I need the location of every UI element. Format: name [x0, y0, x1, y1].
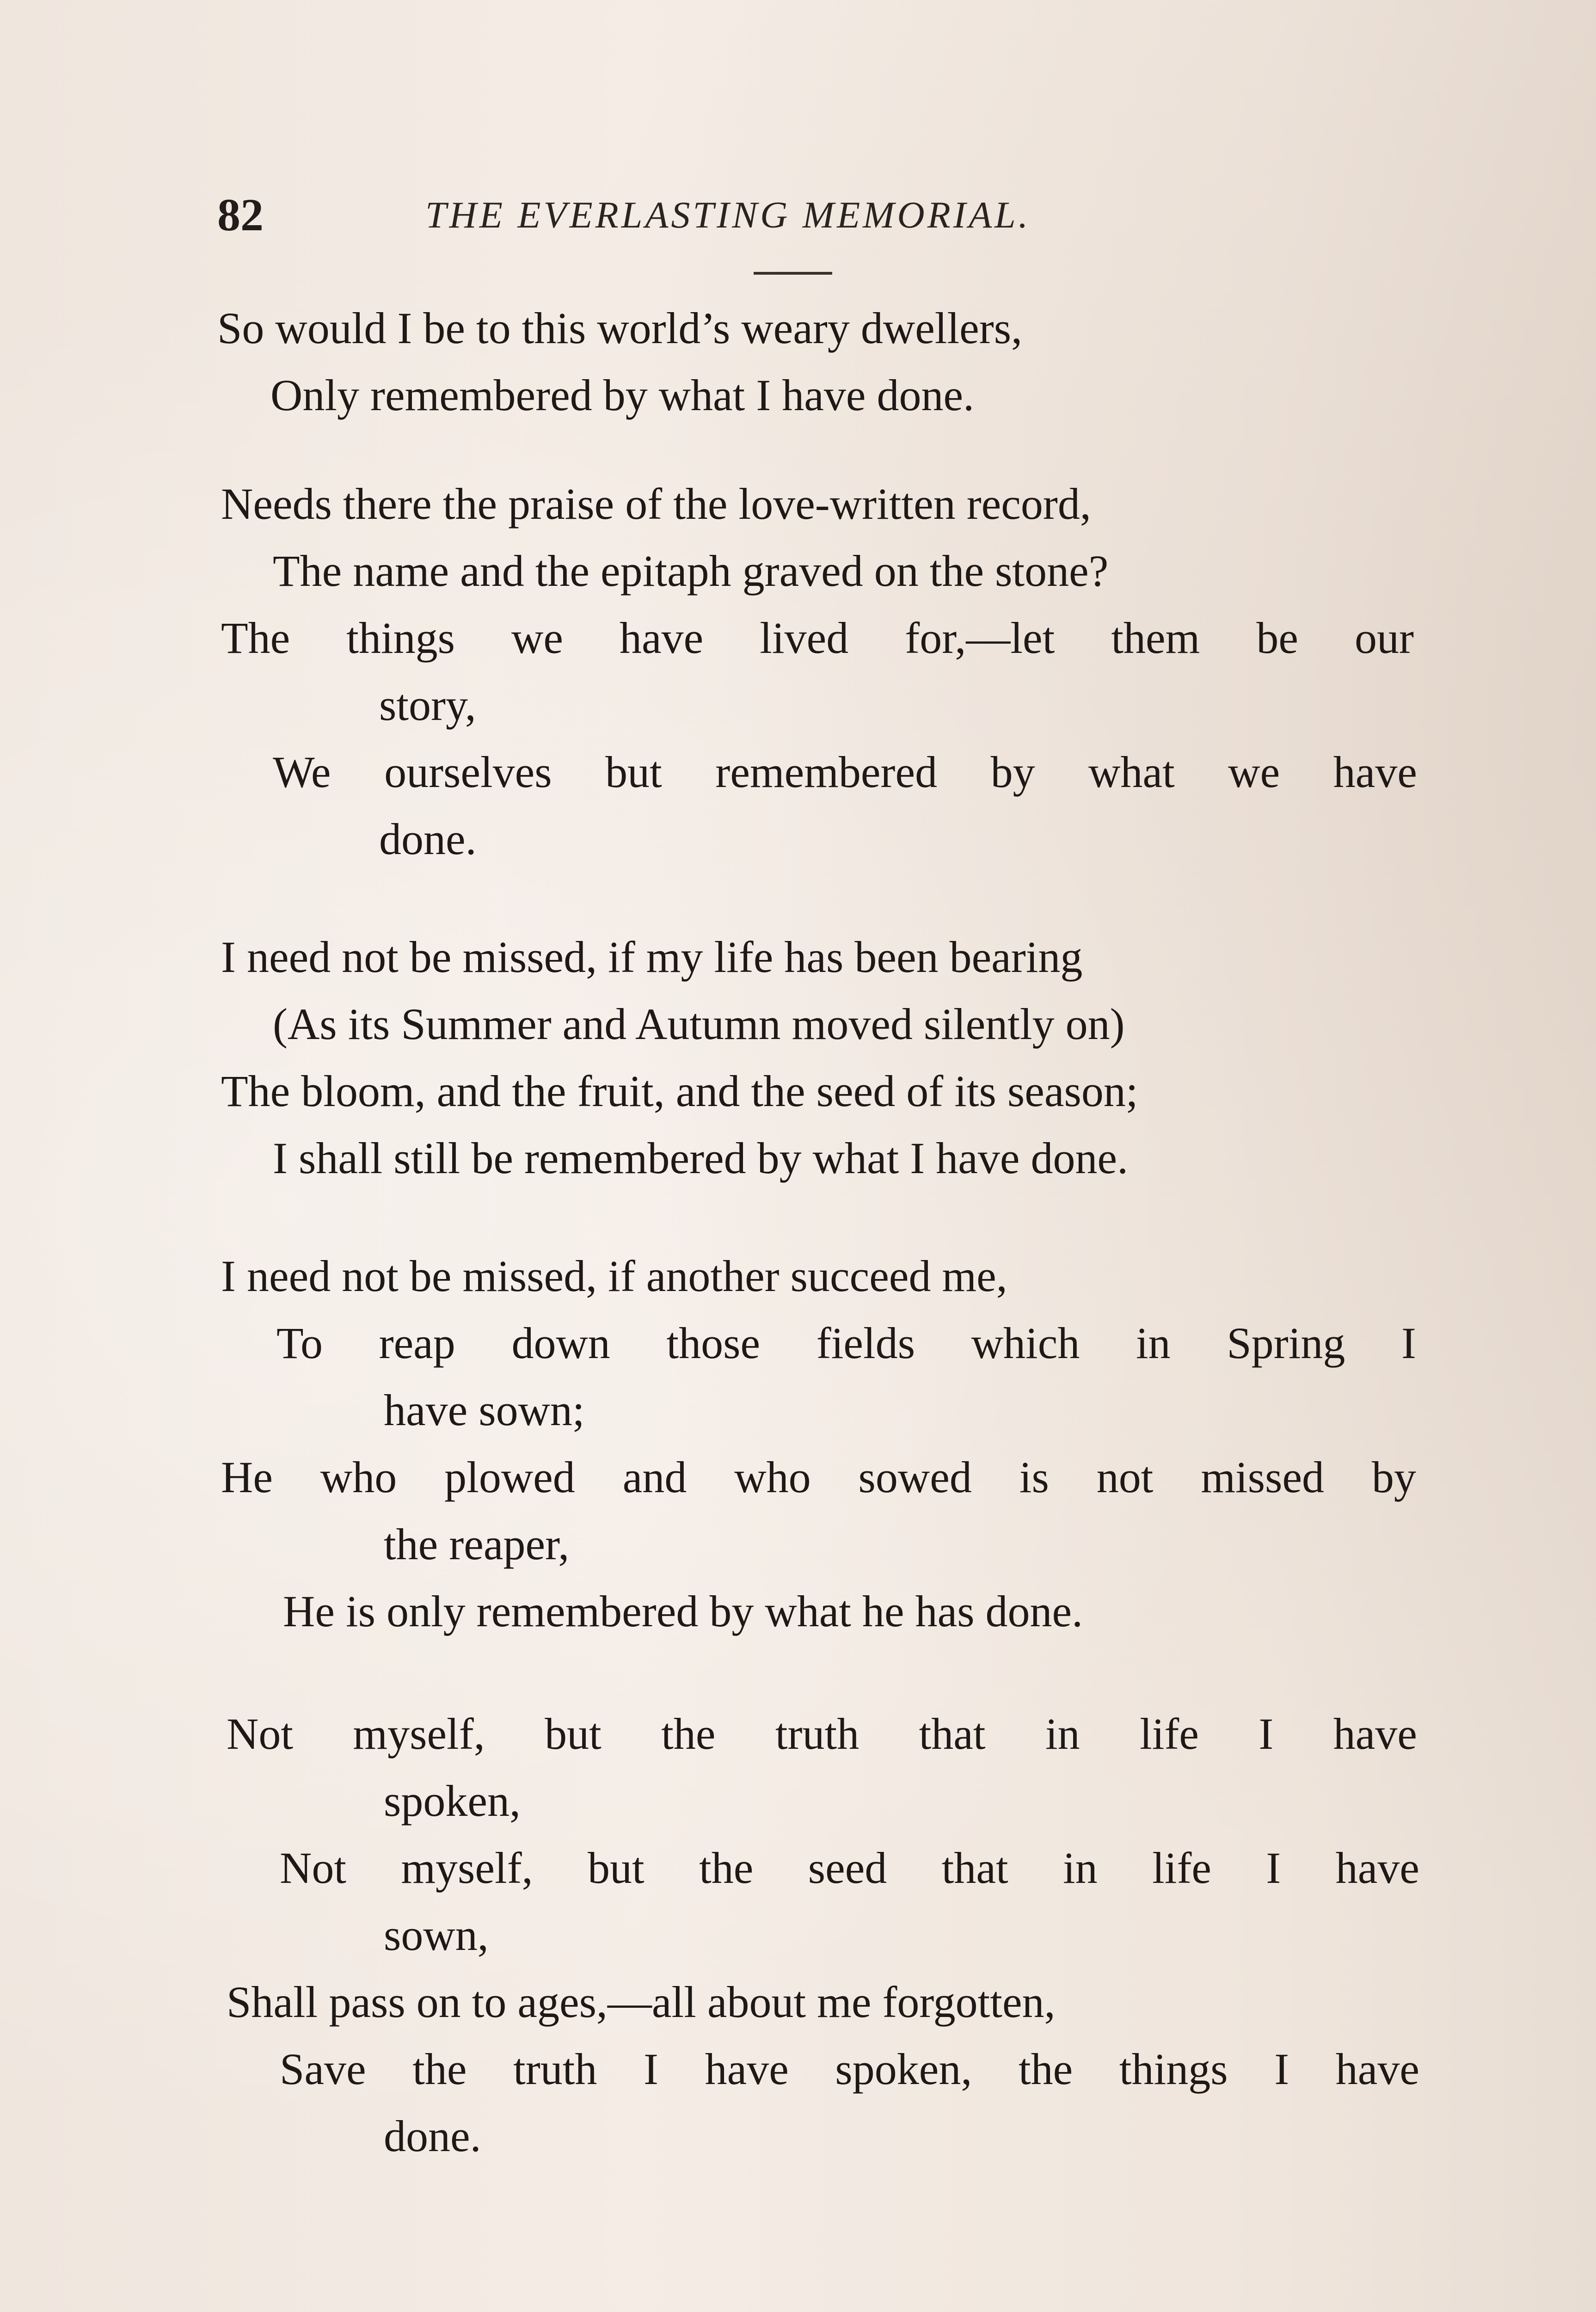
poem-line: To reap down those fields which in Spring I	[276, 1318, 1416, 1368]
poem-line: He is only remembered by what he has done.	[283, 1586, 1083, 1636]
poem-line: Shall pass on to ages,—all about me forgotten,	[227, 1977, 1056, 2027]
poem-line: (As its Summer and Autumn moved silently on)	[273, 999, 1125, 1049]
poem-line: done.	[379, 814, 477, 864]
poem-line: Only remembered by what I have done.	[270, 370, 975, 420]
poem-line: Save the truth I have spoken, the things I have	[280, 2044, 1419, 2094]
poem-line: The name and the epitaph graved on the stone?	[273, 546, 1109, 596]
poem-line: spoken,	[384, 1776, 521, 1826]
poem-line: sown,	[384, 1910, 489, 1960]
poem-line: The things we have lived for,—let them be our	[221, 613, 1414, 663]
poem-line: have sown;	[384, 1385, 585, 1435]
poem-line: Not myself, but the seed that in life I have	[280, 1843, 1419, 1893]
poem-line: The bloom, and the fruit, and the seed of its season;	[221, 1066, 1138, 1116]
poem-line: I shall still be remembered by what I have done.	[273, 1133, 1129, 1183]
page-number: 82	[217, 189, 264, 240]
running-title: THE EVERLASTING MEMORIAL.	[425, 194, 1031, 236]
poem-line: the reaper,	[384, 1519, 570, 1569]
poem-line: So would I be to this world’s weary dwellers,	[217, 303, 1023, 353]
poem-line: I need not be missed, if another succeed me,	[221, 1251, 1007, 1301]
poem-line: Needs there the praise of the love-written record,	[221, 479, 1091, 529]
poem-line: He who plowed and who sowed is not missed by	[221, 1452, 1416, 1502]
poem-line: done.	[384, 2111, 481, 2161]
poem-line: We ourselves but remembered by what we have	[273, 747, 1417, 797]
poem-line: I need not be missed, if my life has been bearing	[221, 932, 1083, 982]
poem-line: Not myself, but the truth that in life I have	[227, 1709, 1417, 1759]
poem-line: story,	[379, 680, 476, 730]
